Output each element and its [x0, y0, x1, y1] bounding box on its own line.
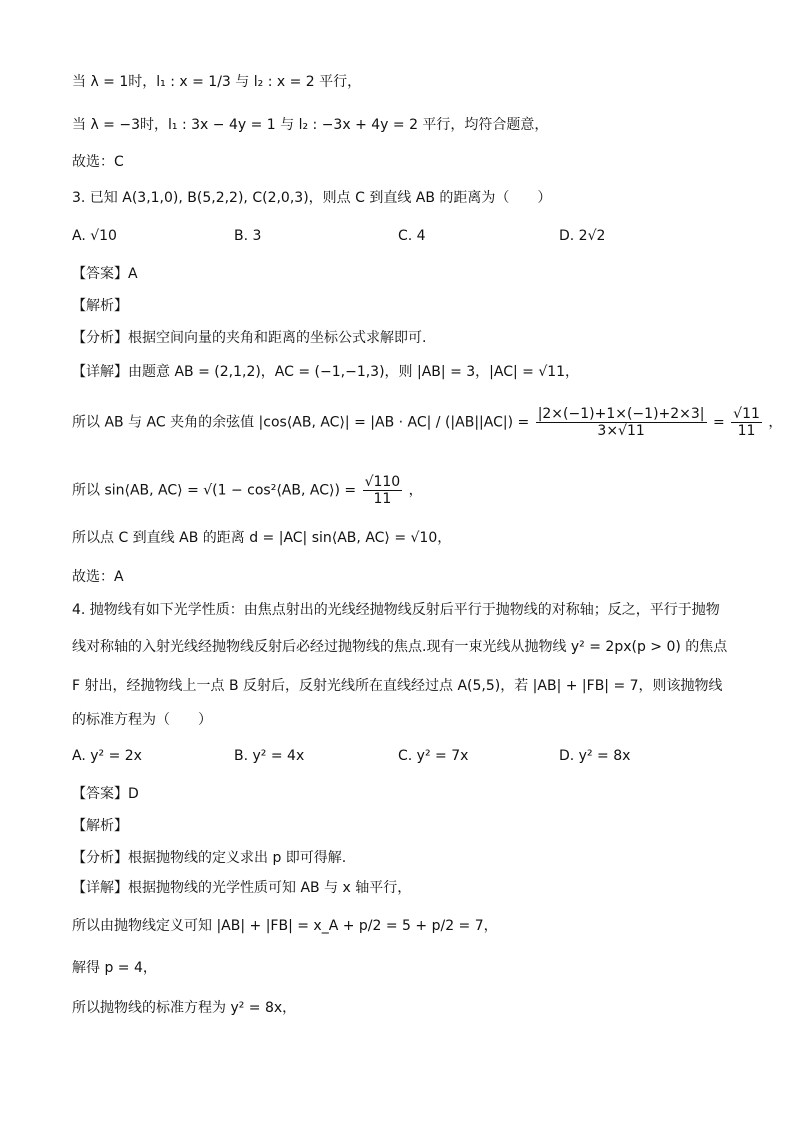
q3-detail-line-4: 所以点 C 到直线 AB 的距离 d = |AC| sin⟨AB, AC⟩ = √10， [72, 530, 452, 546]
q3-answer: 【答案】A [72, 266, 138, 282]
q4-detail-line-2: 所以由抛物线定义可知 |AB| + |FB| = x_A + p/2 = 5 + p/2 = 7， [72, 918, 498, 934]
q3-detail-line-2: 所以 AB 与 AC 夹角的余弦值 |cos⟨AB, AC⟩| = |AB · AC| / (|AB||AC|) = $\frac{|2\times(-1)+1\times(-1)+2\times 3|}{3\times√11}$ = $\frac{√11}{11}$ ， [72, 406, 783, 439]
q3-select: 故选：A [72, 569, 124, 585]
q4-analysis: 【分析】根据抛物线的定义求出 p 即可得解. [72, 850, 347, 866]
q3-cos-fraction [536, 406, 707, 439]
q3-cos-denominator: 3×√11 [597, 423, 645, 439]
q4-jiexi-heading: 【解析】 [72, 818, 128, 834]
q4-detail-line-3: 解得 p = 4， [72, 960, 157, 976]
q3-cos-numerator: |2×(−1)+1×(−1)+2×3| [537, 406, 705, 422]
q3-option-d: D. 2√2 [559, 228, 606, 244]
q3-sin-denominator: 11 [373, 491, 392, 507]
q4-option-b: B. y² = 4x [234, 748, 305, 764]
q3-analysis: 【分析】根据空间向量的夹角和距离的坐标公式求解即可. [72, 330, 427, 346]
q3-cos-text: 所以 AB 与 AC 夹角的余弦值 |cos⟨AB, AC⟩| = |AB · AC| / (|AB||AC|) = [72, 414, 530, 431]
q3-cos-result-numerator: √11 [733, 406, 760, 422]
q4-detail-line-4: 所以抛物线的标准方程为 y² = 8x， [72, 1000, 297, 1016]
question-4-line-4: 的标准方程为（ ） [72, 712, 212, 728]
q4-option-d: D. y² = 8x [559, 748, 631, 764]
q4-answer: 【答案】D [72, 786, 139, 802]
q3-option-a: A. √10 [72, 228, 117, 244]
q3-cos-result-denominator: 11 [737, 423, 756, 439]
q3-detail-line-3: 所以 sin⟨AB, AC⟩ = √(1 − cos²⟨AB, AC⟩) = $\frac{√110}{11}$ ， [72, 474, 423, 507]
question-4-line-3: F 射出，经抛物线上一点 B 反射后，反射光线所在直线经过点 A(5,5)，若 |AB| + |FB| = 7，则该抛物线 [72, 678, 723, 694]
q3-sin-numerator: √110 [364, 474, 401, 490]
text-line: 当 λ = 1时，l₁ : x = 1/3 与 l₂ : x = 2 平行， [72, 74, 362, 90]
question-4-line-1: 4. 抛物线有如下光学性质：由焦点射出的光线经抛物线反射后平行于抛物线的对称轴；反之，平行于抛物 [72, 602, 720, 618]
q3-cos-result [731, 406, 762, 439]
q3-sin-text: 所以 sin⟨AB, AC⟩ = √(1 − cos²⟨AB, AC⟩) = [72, 482, 357, 499]
q3-option-c: C. 4 [398, 228, 426, 244]
q3-option-b: B. 3 [234, 228, 262, 244]
q4-option-a: A. y² = 2x [72, 748, 142, 764]
question-4-line-2: 线对称轴的入射光线经抛物线反射后必经过抛物线的焦点.现有一束光线从抛物线 y² = 2px(p > 0) 的焦点 [72, 639, 728, 655]
q4-detail-line-1: 【详解】根据抛物线的光学性质可知 AB 与 x 轴平行， [72, 880, 412, 896]
text-line: 故选：C [72, 154, 124, 170]
q3-jiexi-heading: 【解析】 [72, 298, 128, 314]
question-3-stem: 3. 已知 A(3,1,0), B(5,2,2), C(2,0,3)，则点 C 到直线 AB 的距离为（ ） [72, 190, 552, 206]
q3-detail-line-1: 【详解】由题意 AB = (2,1,2)，AC = (−1,−1,3)，则 |AB| = 3，|AC| = √11， [72, 364, 580, 380]
q4-option-c: C. y² = 7x [398, 748, 469, 764]
q3-sin-fraction [363, 474, 403, 507]
text-line: 当 λ = −3时，l₁ : 3x − 4y = 1 与 l₂ : −3x + 4y = 2 平行，均符合题意， [72, 117, 549, 133]
